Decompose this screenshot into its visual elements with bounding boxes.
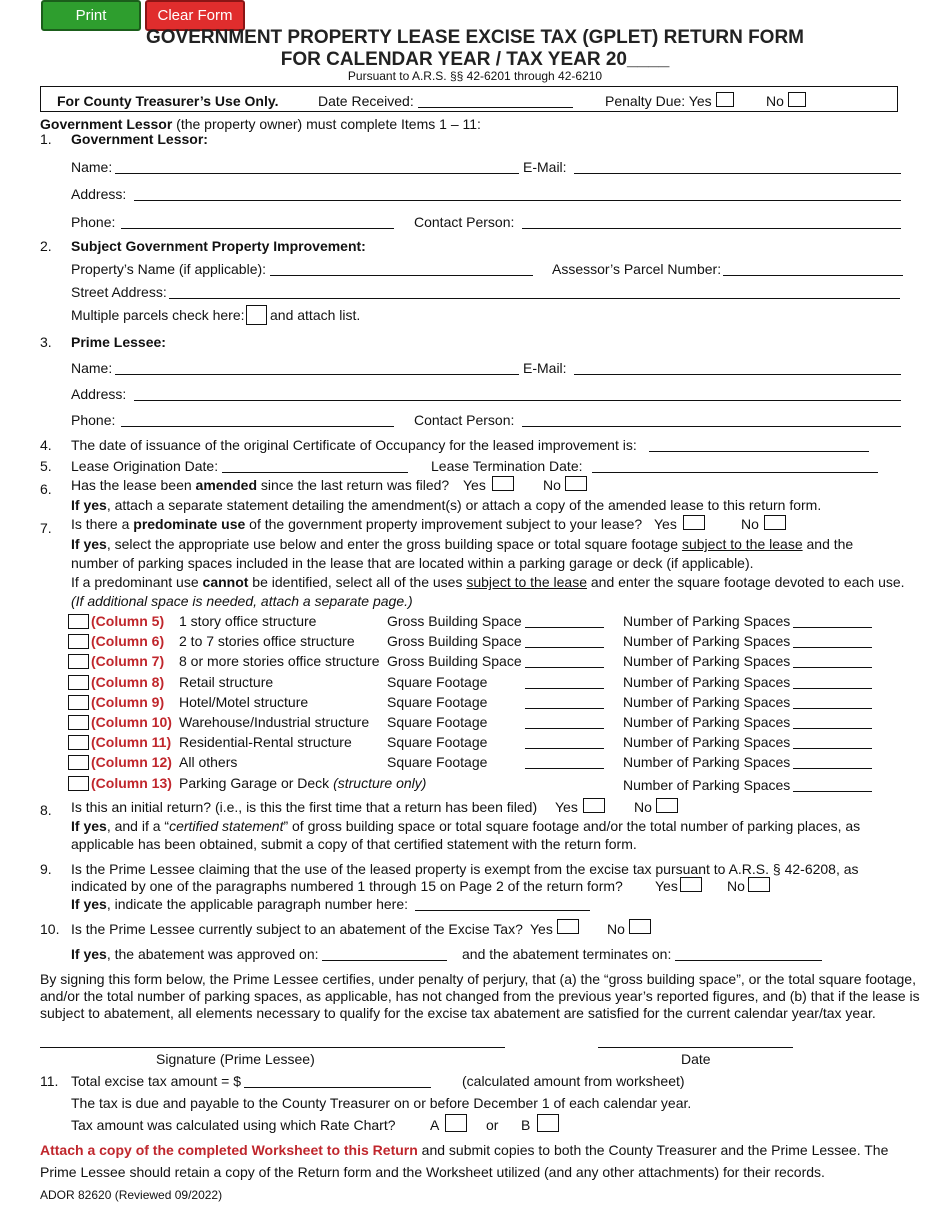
column-parking-field[interactable] (793, 734, 872, 749)
column-measure-label: Gross Building Space (387, 653, 522, 669)
rate-b-label: B (521, 1117, 531, 1133)
penalty-due-label: Penalty Due: Yes (605, 93, 712, 109)
column-description: 8 or more stories office structure (179, 653, 380, 669)
due-note: The tax is due and payable to the County Treasurer on or before December 1 of each calendar year. (71, 1095, 692, 1111)
item9-no-checkbox[interactable] (748, 877, 770, 892)
item8-question: Is this an initial return? (i.e., is this the first time that a return has been filed) (71, 799, 538, 815)
item9-number: 9. (40, 861, 52, 877)
column-label: (Column 10) (91, 714, 172, 730)
column-measure-field[interactable] (525, 674, 604, 689)
item2-number: 2. (40, 238, 52, 254)
item6-no-checkbox[interactable] (565, 476, 587, 491)
penalty-no-checkbox[interactable] (788, 92, 806, 107)
column-parking-field[interactable] (793, 694, 872, 709)
item6-number: 6. (40, 481, 52, 497)
attach-list-label: and attach list. (270, 307, 361, 323)
form-title-line2: FOR CALENDAR YEAR / TAX YEAR 20____ (280, 49, 670, 70)
lessor-name-field[interactable] (115, 159, 519, 174)
pursuant-line: Pursuant to A.R.S. §§ 42-6201 through 42-6210 (347, 69, 603, 83)
column-measure-label: Square Footage (387, 734, 488, 750)
column-label: (Column 5) (91, 613, 165, 629)
column-label: (Column 11) (91, 734, 172, 750)
penalty-no-label: No (766, 93, 784, 109)
item10-yes-label: Yes (530, 921, 553, 937)
item7-no-label: No (741, 516, 759, 532)
multiple-parcels-label: Multiple parcels check here: (71, 307, 245, 323)
item3-heading: Prime Lessee: (71, 334, 166, 350)
lessor-address-label: Address: (71, 186, 127, 202)
lessee-email-field[interactable] (574, 360, 901, 375)
column-measure-label: Square Footage (387, 674, 488, 690)
item8-yes-label: Yes (555, 799, 578, 815)
date-line[interactable] (598, 1046, 793, 1048)
item7-question: Is there a predominate use of the government property improvement subject to your lease? (71, 516, 643, 532)
column-parking-label: Number of Parking Spaces (623, 653, 791, 669)
lessor-address-field[interactable] (134, 186, 901, 201)
item7-line3: number of parking spaces included in the lease that are located within a parking garage or deck (if applicable). (71, 555, 754, 571)
item7-line4: If a predominant use cannot be identified, select all of the uses subject to the lease and enter the square footage devoted to each use. (71, 574, 905, 590)
penalty-yes-checkbox[interactable] (716, 92, 734, 107)
property-name-field[interactable] (270, 261, 533, 276)
lessor-name-label: Name: (71, 159, 113, 175)
column-label: (Column 7) (91, 653, 165, 669)
item9-yes-label: Yes (655, 878, 678, 894)
column-parking-field[interactable] (793, 674, 872, 689)
date-received-label: Date Received: (318, 93, 414, 109)
column-parking-label: Number of Parking Spaces (623, 734, 791, 750)
attach-note: Attach a copy of the completed Worksheet to this Return and submit copies to both the County Treasurer and the Prime Lessee. The Prime Lessee should retain a copy of the Return form and the Worksheet utilized (and any other attachments) for their records. (40, 1142, 889, 1180)
item10-question: Is the Prime Lessee currently subject to an abatement of the Excise Tax? (71, 921, 523, 937)
rate-b-checkbox[interactable] (537, 1114, 559, 1132)
column-parking-field[interactable] (793, 714, 872, 729)
column-label: (Column 12) (91, 754, 172, 770)
certificate-date-field[interactable] (649, 437, 869, 452)
rate-chart-label: Tax amount was calculated using which Rate Chart? (71, 1117, 396, 1133)
item10-yes-checkbox[interactable] (557, 919, 579, 934)
column-measure-label: Square Footage (387, 714, 488, 730)
item10-no-checkbox[interactable] (629, 919, 651, 934)
item4-text: The date of issuance of the original Certificate of Occupancy for the leased improvement is: (71, 437, 637, 453)
item1-number: 1. (40, 131, 52, 147)
column-label: (Column 9) (91, 694, 165, 710)
item6-no-label: No (543, 477, 561, 493)
lessee-address-field[interactable] (134, 386, 901, 401)
item8-line2: If yes, and if a “certified statement” of gross building space or total square footage and/or the total number of parking places, as (71, 818, 861, 834)
termination-date-field[interactable] (592, 458, 878, 473)
item9-line3: If yes, indicate the applicable paragraph number here: (71, 896, 409, 912)
lessor-contact-field[interactable] (522, 214, 901, 229)
date-label: Date (681, 1051, 711, 1067)
column-measure-field[interactable] (525, 754, 604, 769)
lessee-name-field[interactable] (115, 360, 519, 375)
column-measure-field[interactable] (525, 653, 604, 668)
rate-or-label: or (486, 1117, 499, 1133)
column-label: (Column 6) (91, 633, 165, 649)
column-label: (Column 8) (91, 674, 165, 690)
item6-yes-label: Yes (463, 477, 486, 493)
column-checkbox[interactable] (68, 735, 89, 750)
column-description: All others (179, 754, 238, 770)
lessor-phone-field[interactable] (121, 214, 394, 229)
lessor-phone-label: Phone: (71, 214, 116, 230)
item6-ifyes: If yes, attach a separate statement detailing the amendment(s) or attach a copy of the amended lease to this return form. (71, 497, 822, 513)
form-footer: ADOR 82620 (Reviewed 09/2022) (40, 1188, 223, 1202)
column-measure-label: Square Footage (387, 694, 488, 710)
lessor-email-label: E-Mail: (523, 159, 567, 175)
column-measure-field[interactable] (525, 734, 604, 749)
origination-label: Lease Origination Date: (71, 458, 219, 474)
item1-heading: Government Lessor: (71, 131, 208, 147)
column-checkbox[interactable] (68, 715, 89, 730)
column13-label: (Column 13) (91, 775, 172, 791)
column-checkbox[interactable] (68, 755, 89, 770)
lessee-name-label: Name: (71, 360, 113, 376)
item9-line2: indicated by one of the paragraphs numbered 1 through 15 on Page 2 of the return form? (71, 878, 623, 894)
column-checkbox[interactable] (68, 614, 89, 629)
lessee-contact-label: Contact Person: (414, 412, 515, 428)
column-description: Residential-Rental structure (179, 734, 352, 750)
item8-no-label: No (634, 799, 652, 815)
item11-number: 11. (40, 1073, 59, 1089)
street-address-label: Street Address: (71, 284, 167, 300)
treasurer-label: For County Treasurer’s Use Only. (57, 93, 279, 109)
calc-note: (calculated amount from worksheet) (462, 1073, 685, 1089)
item9-line1: Is the Prime Lessee claiming that the use of the leased property is exempt from the excise tax pursuant to A.R.S. § 42-6208, as (71, 861, 859, 877)
column-parking-label: Number of Parking Spaces (623, 754, 791, 770)
street-address-field[interactable] (169, 284, 900, 299)
item9-yes-checkbox[interactable] (680, 877, 702, 892)
column13-parking-label: Number of Parking Spaces (623, 777, 791, 793)
column-checkbox[interactable] (68, 675, 89, 690)
column-checkbox[interactable] (68, 654, 89, 669)
apn-field[interactable] (723, 261, 903, 276)
column-checkbox[interactable] (68, 634, 89, 649)
column-measure-label: Gross Building Space (387, 613, 522, 629)
rate-a-label: A (430, 1117, 440, 1133)
item7-line5: (If additional space is needed, attach a separate page.) (71, 593, 413, 609)
item10-number: 10. (40, 921, 60, 937)
item8-no-checkbox[interactable] (656, 798, 678, 813)
column-checkbox[interactable] (68, 695, 89, 710)
item7-no-checkbox[interactable] (764, 515, 786, 530)
item10-no-label: No (607, 921, 625, 937)
column-description: 1 story office structure (179, 613, 317, 629)
item4-number: 4. (40, 437, 52, 453)
column-parking-label: Number of Parking Spaces (623, 633, 791, 649)
lessee-phone-label: Phone: (71, 412, 116, 428)
column13-checkbox[interactable] (68, 776, 89, 791)
origination-date-field[interactable] (222, 458, 408, 473)
item6-yes-checkbox[interactable] (492, 476, 514, 491)
item8-line3: applicable has been obtained, submit a copy of that certified statement with the return form. (71, 836, 637, 852)
apn-label: Assessor’s Parcel Number: (552, 261, 722, 277)
item10-line2b: and the abatement terminates on: (462, 946, 672, 962)
column-measure-field[interactable] (525, 613, 604, 628)
column-parking-label: Number of Parking Spaces (623, 613, 791, 629)
column-measure-field[interactable] (525, 694, 604, 709)
rate-a-checkbox[interactable] (445, 1114, 467, 1132)
column-parking-field[interactable] (793, 613, 872, 628)
item3-number: 3. (40, 334, 52, 350)
column-measure-field[interactable] (525, 714, 604, 729)
date-received-field[interactable] (418, 93, 573, 108)
lessee-address-label: Address: (71, 386, 127, 402)
column-parking-field[interactable] (793, 633, 872, 648)
property-name-label: Property’s Name (if applicable): (71, 261, 267, 277)
form-title-line1: GOVERNMENT PROPERTY LEASE EXCISE TAX (GPLET) RETURN FORM (145, 27, 804, 48)
column-description: 2 to 7 stories office structure (179, 633, 355, 649)
item8-yes-checkbox[interactable] (583, 798, 605, 813)
termination-label: Lease Termination Date: (431, 458, 583, 474)
lessee-email-label: E-Mail: (523, 360, 567, 376)
lessee-contact-field[interactable] (522, 412, 901, 427)
item7-yes-label: Yes (654, 516, 677, 532)
signature-line[interactable] (40, 1046, 505, 1048)
column-parking-label: Number of Parking Spaces (623, 674, 791, 690)
total-tax-label: Total excise tax amount = $ (71, 1073, 242, 1089)
item8-number: 8. (40, 802, 52, 818)
column-parking-label: Number of Parking Spaces (623, 694, 791, 710)
lessor-contact-label: Contact Person: (414, 214, 515, 230)
total-tax-field[interactable] (244, 1073, 431, 1088)
item10-line2a: If yes, the abatement was approved on: (71, 946, 319, 962)
multiple-parcels-checkbox[interactable] (246, 305, 267, 325)
item6-question: Has the lease been amended since the last return was filed? (71, 477, 450, 493)
column-description: Hotel/Motel structure (179, 694, 309, 710)
lessor-email-field[interactable] (574, 159, 901, 174)
item7-line2: If yes, select the appropriate use below and enter the gross building space or total square footage subject to the lease and the (71, 536, 854, 552)
item9-no-label: No (727, 878, 745, 894)
column13-desc: Parking Garage or Deck (structure only) (179, 775, 427, 791)
item7-number: 7. (40, 520, 52, 536)
item7-yes-checkbox[interactable] (683, 515, 705, 530)
intro-line: Government Lessor (the property owner) must complete Items 1 – 11: (40, 116, 481, 132)
column-measure-field[interactable] (525, 633, 604, 648)
column-description: Warehouse/Industrial structure (179, 714, 370, 730)
print-button[interactable]: Print (41, 0, 141, 31)
item5-number: 5. (40, 458, 52, 474)
clear-form-button[interactable]: Clear Form (145, 0, 245, 31)
column-parking-field[interactable] (793, 653, 872, 668)
item2-heading: Subject Government Property Improvement: (71, 238, 366, 254)
abatement-approved-field[interactable] (322, 946, 447, 961)
column-parking-field[interactable] (793, 754, 872, 769)
column-measure-label: Gross Building Space (387, 633, 522, 649)
column-measure-label: Square Footage (387, 754, 488, 770)
paragraph-number-field[interactable] (415, 896, 590, 911)
column-parking-label: Number of Parking Spaces (623, 714, 791, 730)
column-description: Retail structure (179, 674, 274, 690)
certification-paragraph: By signing this form below, the Prime Lessee certifies, under penalty of perjury, that (a) the “gross building space”, or the total square footage, and/or the total number of parking spaces, as applicable, has not changed from the previous year’s reported figures, and (b) that if the lease is subject to abatement, all elements necessary to qualify for the excise tax abatement are satisfied for the current calendar year/tax year. (40, 971, 920, 1021)
column13-parking-field[interactable] (793, 777, 872, 792)
abatement-terminates-field[interactable] (675, 946, 822, 961)
signature-label: Signature (Prime Lessee) (156, 1051, 315, 1067)
lessee-phone-field[interactable] (121, 412, 394, 427)
